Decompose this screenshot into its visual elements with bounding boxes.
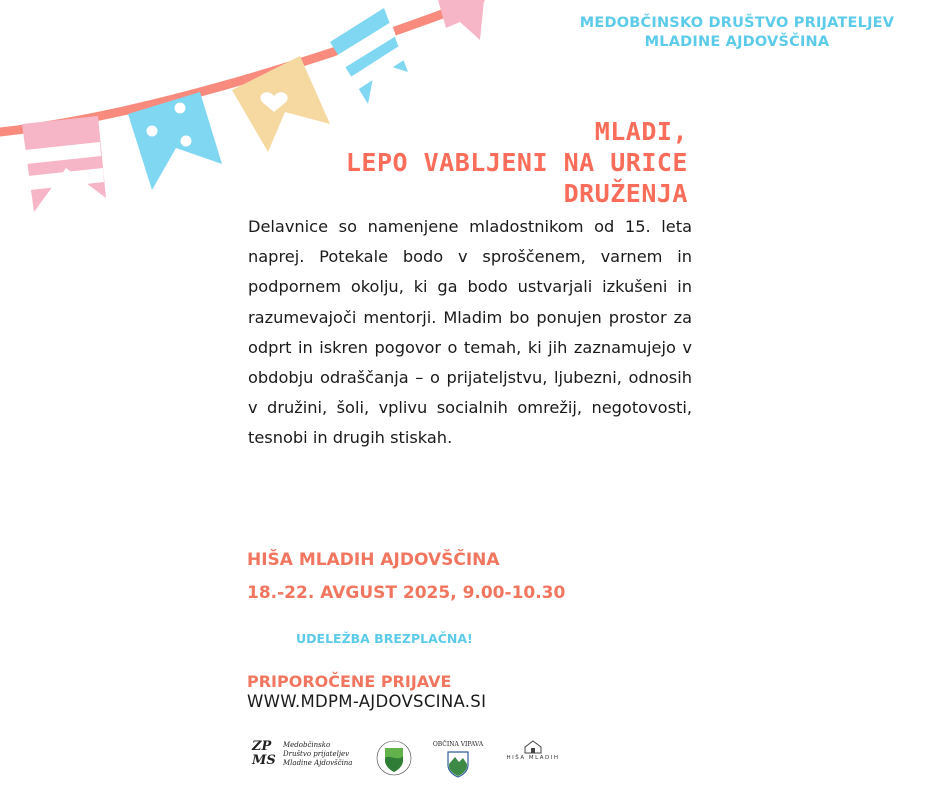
- headline: [346, 116, 688, 209]
- headline-line-2: LEPO VABLJENI NA URICE: [345, 148, 688, 177]
- org-line-2: MLADINE AJDOVŠČINA: [644, 34, 830, 50]
- house-icon: [524, 740, 542, 754]
- org-line-1: MEDOBČINSKO DRUŠTVO PRIJATELJEV: [579, 15, 895, 31]
- zpms-mark-top: ZP: [252, 739, 272, 754]
- headline-line-3: DRUŽENJA: [563, 179, 688, 208]
- zpms-logo-text: [283, 741, 352, 768]
- obcina-vipava-logo: [428, 738, 488, 778]
- flag-blue-striped: [330, 8, 408, 104]
- obcina-crest-icon: [446, 750, 470, 778]
- signup-label: PRIPOROČENE PRIJAVE: [247, 672, 452, 691]
- headline-line-1: MLADI,: [594, 117, 688, 146]
- description-paragraph: Delavnice so namenjene mladostnikom od 15. leta naprej. Potekale bodo v sproščenem, varnem in podpornem okolju, ki ga bodo ustvarjali izkušeni in razumevajoči mentorji. Mladim bo ponujen prostor za odprt in iskren pogovor o temah, ki jih zaznamujejo v obdobju odraščanja – o prijateljstvu, ljubezni, odnosih v družini, šoli, vplivu socialnih omrežij, negotovosti, tesnobi in drugih stiskah.: [248, 217, 692, 448]
- website-link[interactable]: WWW.MDPM-AJDOVSCINA.SI: [247, 692, 487, 711]
- hisa-mladih-text: HIŠA MLADIH: [506, 755, 560, 761]
- zpms-mark-bottom: MS: [252, 753, 276, 768]
- zpms-line-3: Mladine Ajdovščina: [283, 759, 353, 767]
- event-date: 18.-22. AVGUST 2025, 9.00-10.30: [247, 583, 566, 603]
- hisa-mladih-logo: [506, 740, 560, 780]
- event-location: HIŠA MLADIH AJDOVŠČINA: [247, 550, 500, 570]
- sponsor-logos: [250, 738, 570, 782]
- organization-name: [572, 14, 902, 52]
- green-shield-logo: [374, 738, 414, 778]
- zpms-logo: [250, 739, 353, 772]
- flag-pink-striped-left: [22, 116, 106, 212]
- free-entry-note: UDELEŽBA BREZPLAČNA!: [296, 631, 473, 646]
- flag-pink-right: [438, 0, 484, 40]
- bunting-string: [0, 0, 480, 132]
- zpms-line-1: Medobčinsko: [283, 741, 331, 749]
- obcina-vipava-text: OBČINA VIPAVA: [432, 741, 484, 748]
- zpms-line-2: Društvo prijateljev: [283, 750, 350, 758]
- flag-yellow-heart: [232, 56, 330, 152]
